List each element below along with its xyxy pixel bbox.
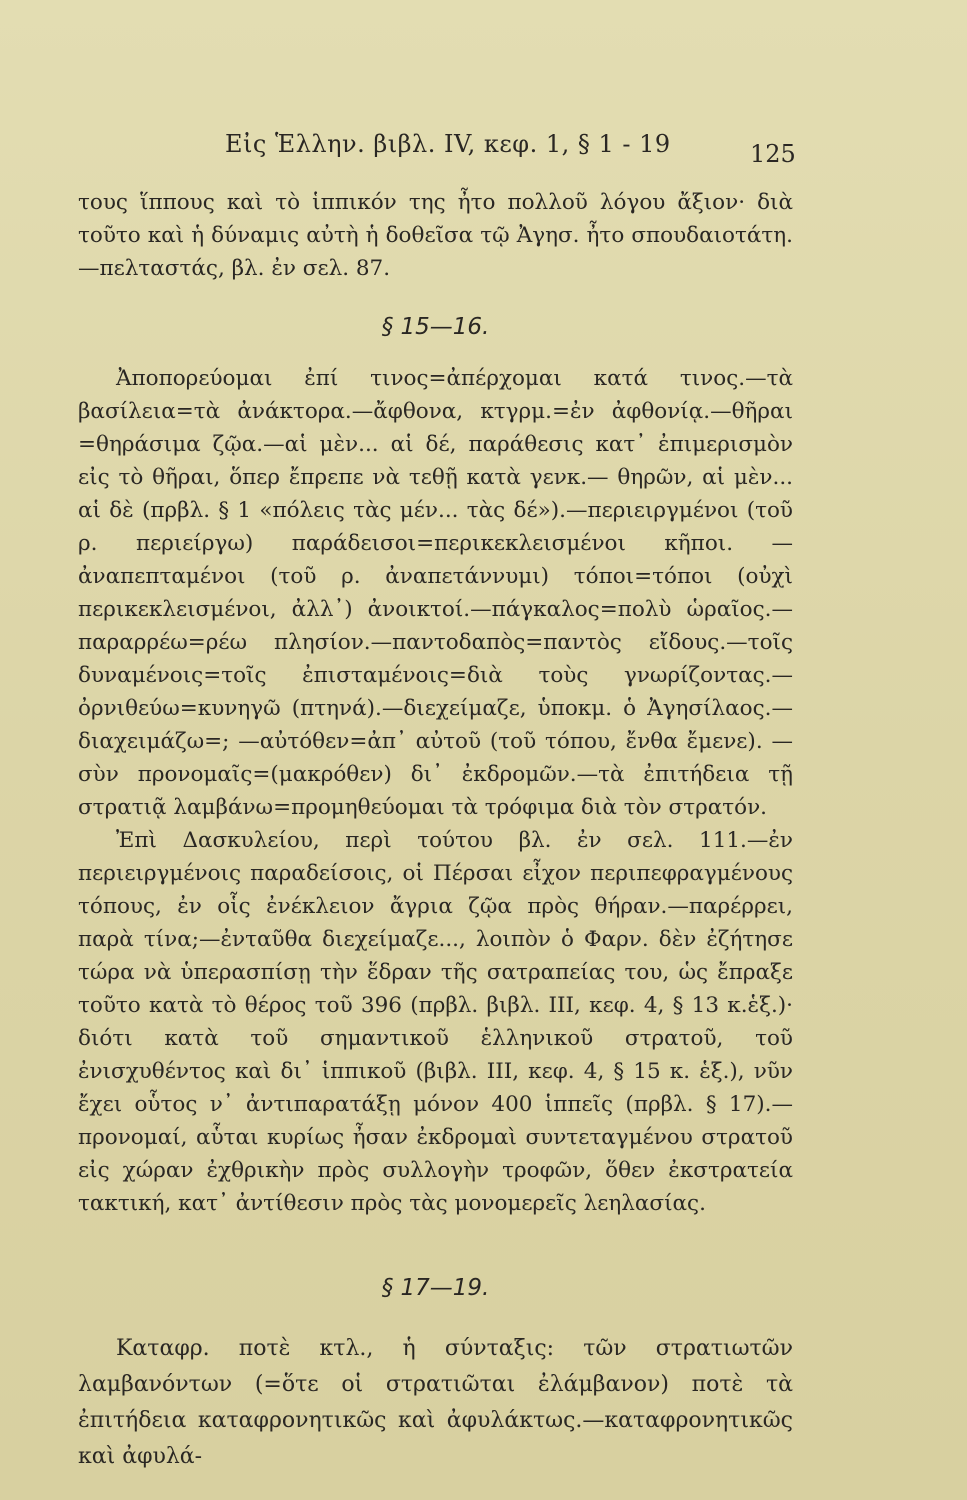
- page-body: [78, 186, 793, 1475]
- section-heading-17-19: § 17—19.: [381, 1275, 490, 1301]
- paragraph-continuation: τους ἵππους καὶ τὸ ἱππικόν της ἦτο πολλοῦ λόγου ἄξιον· διὰ τοῦτο καὶ ἡ δύναμις αὐτὴ ἡ δοθεῖσα τῷ Ἀγησ. ἦτο σπουδαιοτάτη.—πελταστάς, βλ. ἐν σελ. 87.: [78, 190, 793, 281]
- paragraph-notes-15-16: Ἀποπορεύομαι ἐπί τινος=ἀπέρχομαι κατά τινος.—τὰ βασίλεια=τὰ ἀνάκτορα.—ἄφθονα, κτγρμ.=ἐν ἀφθονίᾳ.—θῆραι =θηράσιμα ζῷα.—αἱ μὲν... αἱ δέ, παράθεσις κατ᾽ ἐπιμερισμὸν εἰς τὸ θῆραι, ὅπερ ἔπρεπε νὰ τεθῇ κατὰ γενκ.— θηρῶν, αἱ μὲν... αἱ δὲ (πρβλ. § 1 «πόλεις τὰς μέν... τὰς δέ»).—περιειργμένοι (τοῦ ρ. περιείργω) παράδεισοι=περικεκλεισμένοι κῆποι. —ἀναπεπταμένοι (τοῦ ρ. ἀναπετάννυμι) τόποι=τόποι (οὐχὶ περικεκλεισμένοι, ἀλλ᾽) ἀνοικτοί.—πάγκαλος=πολὺ ὡραῖος.— παραρρέω=ρέω πλησίον.—παντοδαπὸς=παντὸς εἴδους.—τοῖς δυναμένοις=τοῖς ἐπισταμένοις=διὰ τοὺς γνωρίζοντας.—ὀρνιθεύω=κυνηγῶ (πτηνά).—διεχείμαζε, ὑποκμ. ὁ Ἀγησίλαος.— διαχειμάζω=; —αὐτόθεν=ἀπ᾽ αὐτοῦ (τοῦ τόπου, ἔνθα ἔμενε). —σὺν προνομαῖς=(μακρόθεν) δι᾽ ἐκδρομῶν.—τὰ ἐπιτήδεια τῇ στρατιᾷ λαμβάνω=προμηθεύομαι τὰ τρόφιμα διὰ τὸν στρατόν.: [78, 366, 793, 820]
- page-number: 125: [750, 140, 796, 168]
- paragraph-daskyleion: Ἐπὶ Δασκυλείου, περὶ τούτου βλ. ἐν σελ. 111.—ἐν περιειργμένοις παραδείσοις, οἱ Πέρσαι εἶχον περιπεφραγμένους τόπους, ἐν οἷς ἐνέκλειον ἄγρια ζῷα πρὸς θήραν.—παρέρρει, παρὰ τίνα;—ἐνταῦθα διεχείμαζε..., λοιπὸν ὁ Φαρν. δὲν ἐζήτησε τώρα νὰ ὑπερασπίσῃ τὴν ἕδραν τῆς σατραπείας του, ὡς ἔπραξε τοῦτο κατὰ τὸ θέρος τοῦ 396 (πρβλ. βιβλ. III, κεφ. 4, § 13 κ.ἑξ.)· διότι κατὰ τοῦ σημαντικοῦ ἑλληνικοῦ στρατοῦ, τοῦ ἐνισχυθέντος καὶ δι᾽ ἱππικοῦ (βιβλ. III, κεφ. 4, § 15 κ. ἑξ.), νῦν ἔχει οὗτος ν᾽ ἀντιπαρατάξῃ μόνον 400 ἱππεῖς (πρβλ. § 17).—προνομαί, αὗται κυρίως ἦσαν ἐκδρομαὶ συντεταγμένου στρατοῦ εἰς χώραν ἐχθρικὴν πρὸς συλλογὴν τροφῶν, ὅθεν ἐκστρατεία τακτική, κατ᾽ ἀντίθεσιν πρὸς τὰς μονομερεῖς λεηλασίας.: [78, 828, 793, 1216]
- running-header: Εἰς Ἑλλην. βιβλ. IV, κεφ. 1, § 1 - 19: [225, 130, 671, 158]
- paragraph-notes-17-19: Καταφρ. ποτὲ κτλ., ἡ σύνταξις: τῶν στρατιωτῶν λαμβανόντων (=ὅτε οἱ στρατιῶται ἐλάμβανον) ποτὲ τὰ ἐπιτήδεια καταφρονητικῶς καὶ ἀφυλάκτως.—καταφρονητικῶς καὶ ἀφυλά-: [78, 1336, 793, 1469]
- section-heading-15-16: § 15—16.: [381, 314, 490, 340]
